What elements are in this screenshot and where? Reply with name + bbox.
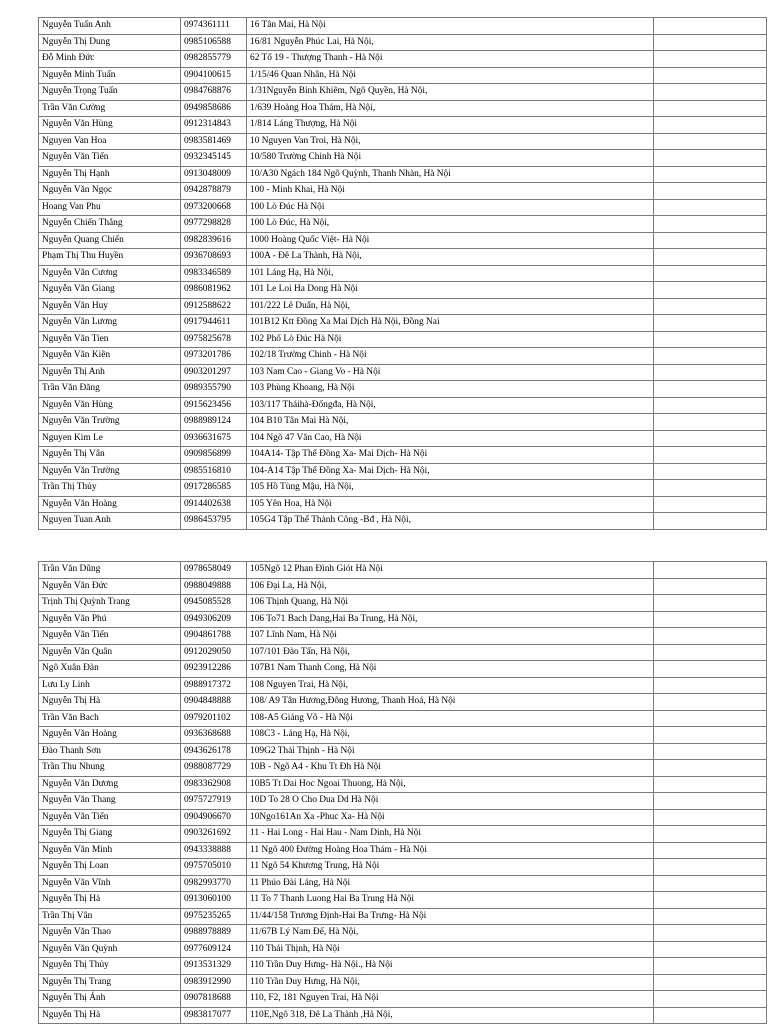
empty-cell bbox=[654, 117, 767, 134]
address-cell: 10 Nguyen Van Troi, Hà Nội, bbox=[247, 133, 654, 150]
phone-cell: 0912314843 bbox=[181, 117, 247, 134]
name-cell: Trần Thu Nhung bbox=[39, 760, 181, 777]
table-row bbox=[39, 430, 767, 447]
address-cell: 109G2 Thái Thịnh - Hà Nội bbox=[247, 743, 654, 760]
name-cell: Nguyễn Văn Ngọc bbox=[39, 183, 181, 200]
empty-cell bbox=[654, 331, 767, 348]
address-cell: 110 Thái Thịnh, Hà Nội bbox=[247, 941, 654, 958]
name-cell: Nguyễn Tuấn Anh bbox=[39, 18, 181, 35]
empty-cell bbox=[654, 34, 767, 51]
phone-cell: 0949306209 bbox=[181, 611, 247, 628]
address-cell: 106 Đại La, Hà Nội, bbox=[247, 578, 654, 595]
phone-cell: 0977298828 bbox=[181, 216, 247, 233]
empty-cell bbox=[654, 644, 767, 661]
phone-cell: 0904906670 bbox=[181, 809, 247, 826]
phone-cell: 0975705010 bbox=[181, 859, 247, 876]
table-row bbox=[39, 199, 767, 216]
table-row bbox=[39, 661, 767, 678]
contact-table-2-body bbox=[39, 562, 767, 1024]
empty-cell bbox=[654, 496, 767, 513]
table-row bbox=[39, 463, 767, 480]
name-cell: Ngô Xuân Đàn bbox=[39, 661, 181, 678]
empty-cell bbox=[654, 1007, 767, 1024]
table-row bbox=[39, 1007, 767, 1024]
name-cell: Trần Văn Dũng bbox=[39, 562, 181, 579]
phone-cell: 0974361111 bbox=[181, 18, 247, 35]
name-cell: Nguyễn Thị Ánh bbox=[39, 991, 181, 1008]
empty-cell bbox=[654, 447, 767, 464]
table-row bbox=[39, 578, 767, 595]
phone-cell: 0936631675 bbox=[181, 430, 247, 447]
name-cell: Nguyễn Thị Vân bbox=[39, 447, 181, 464]
table-row bbox=[39, 875, 767, 892]
empty-cell bbox=[654, 892, 767, 909]
empty-cell bbox=[654, 859, 767, 876]
empty-cell bbox=[654, 364, 767, 381]
phone-cell: 0975727919 bbox=[181, 793, 247, 810]
phone-cell: 0942878879 bbox=[181, 183, 247, 200]
empty-cell bbox=[654, 282, 767, 299]
address-cell: 1/15/46 Quan Nhân, Hà Nội bbox=[247, 67, 654, 84]
phone-cell: 0988049888 bbox=[181, 578, 247, 595]
empty-cell bbox=[654, 743, 767, 760]
phone-cell: 0912588622 bbox=[181, 298, 247, 315]
address-cell: 1000 Hoàng Quốc Việt- Hà Nội bbox=[247, 232, 654, 249]
phone-cell: 0936708693 bbox=[181, 249, 247, 266]
table-row bbox=[39, 925, 767, 942]
name-cell: Nguyễn Văn Hùng bbox=[39, 117, 181, 134]
phone-cell: 0983362908 bbox=[181, 776, 247, 793]
address-cell: 108C3 - Láng Hạ, Hà Nội, bbox=[247, 727, 654, 744]
table-row bbox=[39, 133, 767, 150]
name-cell: Nguyễn Thị Anh bbox=[39, 364, 181, 381]
address-cell: 11 Ngõ 54 Khương Trung, Hà Nội bbox=[247, 859, 654, 876]
phone-cell: 0945085528 bbox=[181, 595, 247, 612]
table-row bbox=[39, 84, 767, 101]
name-cell: Nguyễn Văn Thao bbox=[39, 925, 181, 942]
empty-cell bbox=[654, 414, 767, 431]
name-cell: Nguyễn Văn Huy bbox=[39, 298, 181, 315]
address-cell: 104 B10 Tân Mai Hà Nội, bbox=[247, 414, 654, 431]
table-row bbox=[39, 513, 767, 530]
name-cell: Nguyễn Văn Trường bbox=[39, 414, 181, 431]
table-row bbox=[39, 941, 767, 958]
address-cell: 101B12 Ktt Đồng Xa Mai Dịch Hà Nội, Đồng Nai bbox=[247, 315, 654, 332]
phone-cell: 0977609124 bbox=[181, 941, 247, 958]
address-cell: 10D To 28 O Cho Dua Dd Hà Nội bbox=[247, 793, 654, 810]
name-cell: Nguyễn Văn Giang bbox=[39, 282, 181, 299]
name-cell: Nguyễn Trọng Tuấn bbox=[39, 84, 181, 101]
address-cell: 1/814 Láng Thượng, Hà Nội bbox=[247, 117, 654, 134]
table-row bbox=[39, 859, 767, 876]
address-cell: 101 Le Loi Ha Dong Hà Nội bbox=[247, 282, 654, 299]
phone-cell: 0915623456 bbox=[181, 397, 247, 414]
name-cell: Trần Văn Đăng bbox=[39, 381, 181, 398]
empty-cell bbox=[654, 315, 767, 332]
phone-cell: 0913060100 bbox=[181, 892, 247, 909]
empty-cell bbox=[654, 381, 767, 398]
name-cell: Nguyễn Thị Dung bbox=[39, 34, 181, 51]
phone-cell: 0982839616 bbox=[181, 232, 247, 249]
table-row bbox=[39, 166, 767, 183]
name-cell: Nguyễn Văn Quỳnh bbox=[39, 941, 181, 958]
table-row bbox=[39, 183, 767, 200]
name-cell: Nguyễn Thị Hà bbox=[39, 1007, 181, 1024]
empty-cell bbox=[654, 183, 767, 200]
phone-cell: 0978658049 bbox=[181, 562, 247, 579]
empty-cell bbox=[654, 166, 767, 183]
name-cell: Nguyễn Văn Tiến bbox=[39, 628, 181, 645]
empty-cell bbox=[654, 348, 767, 365]
name-cell: Nguyễn Văn Lương bbox=[39, 315, 181, 332]
address-cell: 106 To71 Bach Dang,Hai Ba Trung, Hà Nội, bbox=[247, 611, 654, 628]
empty-cell bbox=[654, 397, 767, 414]
empty-cell bbox=[654, 611, 767, 628]
phone-cell: 0986081962 bbox=[181, 282, 247, 299]
address-cell: 104-A14 Tập Thể Đồng Xa- Mai Dịch- Hà Nội, bbox=[247, 463, 654, 480]
name-cell: Nguyễn Văn Trường bbox=[39, 463, 181, 480]
address-cell: 103 Phùng Khoang, Hà Nội bbox=[247, 381, 654, 398]
empty-cell bbox=[654, 133, 767, 150]
name-cell: Nguyen Tuan Anh bbox=[39, 513, 181, 530]
empty-cell bbox=[654, 513, 767, 530]
name-cell: Nguyễn Văn Tien bbox=[39, 331, 181, 348]
name-cell: Nguyễn Thị Thủy bbox=[39, 958, 181, 975]
table-row bbox=[39, 331, 767, 348]
address-cell: 10/580 Trường Chinh Hà Nội bbox=[247, 150, 654, 167]
empty-cell bbox=[654, 925, 767, 942]
name-cell: Nguyễn Thị Trang bbox=[39, 974, 181, 991]
address-cell: 16 Tân Mai, Hà Nội bbox=[247, 18, 654, 35]
name-cell: Nguyễn Văn Quân bbox=[39, 644, 181, 661]
name-cell: Nguyen Van Hoa bbox=[39, 133, 181, 150]
address-cell: 11 Ngõ 400 Đường Hoàng Hoa Thám - Hà Nội bbox=[247, 842, 654, 859]
phone-cell: 0909856899 bbox=[181, 447, 247, 464]
name-cell: Trịnh Thị Quỳnh Trang bbox=[39, 595, 181, 612]
table-row bbox=[39, 991, 767, 1008]
address-cell: 100 Lò Đúc, Hà Nội, bbox=[247, 216, 654, 233]
empty-cell bbox=[654, 710, 767, 727]
name-cell: Nguyễn Minh Tuấn bbox=[39, 67, 181, 84]
table-row bbox=[39, 908, 767, 925]
name-cell: Nguyễn Thị Hà bbox=[39, 694, 181, 711]
table-row bbox=[39, 397, 767, 414]
table-row bbox=[39, 249, 767, 266]
address-cell: 110 Trần Duy Hưng, Hà Nội, bbox=[247, 974, 654, 991]
table-row bbox=[39, 381, 767, 398]
address-cell: 104 Ngõ 47 Văn Cao, Hà Nội bbox=[247, 430, 654, 447]
empty-cell bbox=[654, 265, 767, 282]
name-cell: Nguyễn Văn Vĩnh bbox=[39, 875, 181, 892]
table-row bbox=[39, 150, 767, 167]
address-cell: 100 - Minh Khai, Hà Nội bbox=[247, 183, 654, 200]
table-row bbox=[39, 18, 767, 35]
phone-cell: 0913048009 bbox=[181, 166, 247, 183]
address-cell: 108-A5 Giảng Võ - Hà Nội bbox=[247, 710, 654, 727]
name-cell: Nguyễn Quang Chiến bbox=[39, 232, 181, 249]
empty-cell bbox=[654, 941, 767, 958]
name-cell: Nguyễn Văn Tiến bbox=[39, 150, 181, 167]
phone-cell: 0975825678 bbox=[181, 331, 247, 348]
empty-cell bbox=[654, 809, 767, 826]
empty-cell bbox=[654, 18, 767, 35]
empty-cell bbox=[654, 67, 767, 84]
empty-cell bbox=[654, 463, 767, 480]
empty-cell bbox=[654, 100, 767, 117]
phone-cell: 0904848888 bbox=[181, 694, 247, 711]
empty-cell bbox=[654, 826, 767, 843]
name-cell: Nguyễn Văn Cương bbox=[39, 265, 181, 282]
table-row bbox=[39, 793, 767, 810]
phone-cell: 0983581469 bbox=[181, 133, 247, 150]
empty-cell bbox=[654, 776, 767, 793]
table-row bbox=[39, 677, 767, 694]
empty-cell bbox=[654, 793, 767, 810]
table-row bbox=[39, 760, 767, 777]
address-cell: 105Ngõ 12 Phan Đình Giót Hà Nội bbox=[247, 562, 654, 579]
table-row bbox=[39, 67, 767, 84]
table-row bbox=[39, 562, 767, 579]
name-cell: Nguyễn Thị Loan bbox=[39, 859, 181, 876]
table-row bbox=[39, 496, 767, 513]
name-cell: Đào Thanh Sơn bbox=[39, 743, 181, 760]
empty-cell bbox=[654, 249, 767, 266]
empty-cell bbox=[654, 908, 767, 925]
phone-cell: 0989355790 bbox=[181, 381, 247, 398]
empty-cell bbox=[654, 216, 767, 233]
phone-cell: 0983346589 bbox=[181, 265, 247, 282]
name-cell: Trần Văn Cường bbox=[39, 100, 181, 117]
name-cell: Trần Văn Bach bbox=[39, 710, 181, 727]
phone-cell: 0988917372 bbox=[181, 677, 247, 694]
phone-cell: 0985106588 bbox=[181, 34, 247, 51]
address-cell: 103/117 Tháihà-Đốngđa, Hà Nội, bbox=[247, 397, 654, 414]
name-cell: Trần Thị Thủy bbox=[39, 480, 181, 497]
phone-cell: 0975235265 bbox=[181, 908, 247, 925]
table-row bbox=[39, 826, 767, 843]
phone-cell: 0949858686 bbox=[181, 100, 247, 117]
table-row bbox=[39, 117, 767, 134]
phone-cell: 0936368688 bbox=[181, 727, 247, 744]
empty-cell bbox=[654, 958, 767, 975]
phone-cell: 0903261692 bbox=[181, 826, 247, 843]
phone-cell: 0982855779 bbox=[181, 51, 247, 68]
address-cell: 11 Phúo Đài Láng, Hà Nội bbox=[247, 875, 654, 892]
name-cell: Nguyễn Văn Dương bbox=[39, 776, 181, 793]
name-cell: Nguyễn Văn Minh bbox=[39, 842, 181, 859]
table-row bbox=[39, 727, 767, 744]
phone-cell: 0983912990 bbox=[181, 974, 247, 991]
name-cell: Trần Thị Vân bbox=[39, 908, 181, 925]
empty-cell bbox=[654, 232, 767, 249]
name-cell: Đỗ Minh Đức bbox=[39, 51, 181, 68]
table-row bbox=[39, 743, 767, 760]
table-row bbox=[39, 480, 767, 497]
phone-cell: 0917944611 bbox=[181, 315, 247, 332]
contact-table-1-body bbox=[39, 18, 767, 530]
empty-cell bbox=[654, 199, 767, 216]
phone-cell: 0982993770 bbox=[181, 875, 247, 892]
phone-cell: 0907818688 bbox=[181, 991, 247, 1008]
address-cell: 100A - Đê La Thành, Hà Nội, bbox=[247, 249, 654, 266]
table-row bbox=[39, 974, 767, 991]
empty-cell bbox=[654, 628, 767, 645]
contact-table-2 bbox=[38, 561, 767, 1024]
table-row bbox=[39, 232, 767, 249]
table-row bbox=[39, 51, 767, 68]
empty-cell bbox=[654, 562, 767, 579]
empty-cell bbox=[654, 842, 767, 859]
address-cell: 107/101 Đào Tấn, Hà Nội, bbox=[247, 644, 654, 661]
phone-cell: 0943338888 bbox=[181, 842, 247, 859]
address-cell: 1/639 Hoàng Hoa Thám, Hà Nội, bbox=[247, 100, 654, 117]
empty-cell bbox=[654, 298, 767, 315]
address-cell: 11/44/158 Trương Định-Hai Ba Trưng- Hà Nội bbox=[247, 908, 654, 925]
phone-cell: 0904861788 bbox=[181, 628, 247, 645]
contact-table-1 bbox=[38, 17, 767, 530]
table-row bbox=[39, 776, 767, 793]
name-cell: Phạm Thị Thu Huyền bbox=[39, 249, 181, 266]
table-row bbox=[39, 842, 767, 859]
table-row bbox=[39, 282, 767, 299]
phone-cell: 0903201297 bbox=[181, 364, 247, 381]
phone-cell: 0973200668 bbox=[181, 199, 247, 216]
table-row bbox=[39, 892, 767, 909]
address-cell: 108 Nguyen Trai, Hà Nội, bbox=[247, 677, 654, 694]
table-row bbox=[39, 216, 767, 233]
phone-cell: 0914402638 bbox=[181, 496, 247, 513]
table-row bbox=[39, 298, 767, 315]
address-cell: 101/222 Lê Duẩn, Hà Nội, bbox=[247, 298, 654, 315]
address-cell: 110E,Ngõ 318, Đê La Thành ,Hà Nội, bbox=[247, 1007, 654, 1024]
empty-cell bbox=[654, 677, 767, 694]
table-row bbox=[39, 809, 767, 826]
empty-cell bbox=[654, 875, 767, 892]
phone-cell: 0979201102 bbox=[181, 710, 247, 727]
name-cell: Nguyễn Chiến Thắng bbox=[39, 216, 181, 233]
address-cell: 10B - Ngõ A4 - Khu Tt Đh Hà Nội bbox=[247, 760, 654, 777]
phone-cell: 0917286585 bbox=[181, 480, 247, 497]
phone-cell: 0983817077 bbox=[181, 1007, 247, 1024]
address-cell: 10/A30 Ngách 184 Ngõ Quỳnh, Thanh Nhàn, Hà Nội bbox=[247, 166, 654, 183]
phone-cell: 0904100615 bbox=[181, 67, 247, 84]
address-cell: 16/81 Nguyễn Phúc Lai, Hà Nội, bbox=[247, 34, 654, 51]
address-cell: 101 Láng Hạ, Hà Nội, bbox=[247, 265, 654, 282]
name-cell: Hoang Van Phu bbox=[39, 199, 181, 216]
table-row bbox=[39, 414, 767, 431]
phone-cell: 0912029050 bbox=[181, 644, 247, 661]
phone-cell: 0988978889 bbox=[181, 925, 247, 942]
address-cell: 62 Tổ 19 - Thượng Thanh - Hà Nội bbox=[247, 51, 654, 68]
name-cell: Nguyễn Văn Thang bbox=[39, 793, 181, 810]
name-cell: Nguyễn Văn Tiến bbox=[39, 809, 181, 826]
empty-cell bbox=[654, 578, 767, 595]
address-cell: 102 Phố Lò Đúc Hà Nội bbox=[247, 331, 654, 348]
table-row bbox=[39, 694, 767, 711]
empty-cell bbox=[654, 694, 767, 711]
phone-cell: 0943626178 bbox=[181, 743, 247, 760]
name-cell: Nguyễn Văn Đức bbox=[39, 578, 181, 595]
address-cell: 107 Lĩnh Nam, Hà Nội bbox=[247, 628, 654, 645]
address-cell: 100 Lò Đúc Hà Nội bbox=[247, 199, 654, 216]
phone-cell: 0986453795 bbox=[181, 513, 247, 530]
empty-cell bbox=[654, 760, 767, 777]
table-row bbox=[39, 958, 767, 975]
empty-cell bbox=[654, 991, 767, 1008]
name-cell: Nguyễn Văn Hoàng bbox=[39, 727, 181, 744]
phone-cell: 0988989124 bbox=[181, 414, 247, 431]
phone-cell: 0973201786 bbox=[181, 348, 247, 365]
name-cell: Nguyễn Văn Hùng bbox=[39, 397, 181, 414]
table-row bbox=[39, 644, 767, 661]
address-cell: 104A14- Tập Thể Đồng Xa- Mai Dịch- Hà Nội bbox=[247, 447, 654, 464]
empty-cell bbox=[654, 84, 767, 101]
empty-cell bbox=[654, 51, 767, 68]
table-row bbox=[39, 265, 767, 282]
name-cell: Nguyễn Thị Giang bbox=[39, 826, 181, 843]
phone-cell: 0984768876 bbox=[181, 84, 247, 101]
address-cell: 102/18 Trường Chinh - Hà Nội bbox=[247, 348, 654, 365]
address-cell: 110, F2, 181 Nguyen Trai, Hà Nội bbox=[247, 991, 654, 1008]
address-cell: 106 Thịnh Quang, Hà Nội bbox=[247, 595, 654, 612]
empty-cell bbox=[654, 150, 767, 167]
table-row bbox=[39, 710, 767, 727]
table-row bbox=[39, 611, 767, 628]
empty-cell bbox=[654, 430, 767, 447]
address-cell: 11 To 7 Thanh Luong Hai Ba Trung Hà Nội bbox=[247, 892, 654, 909]
empty-cell bbox=[654, 480, 767, 497]
phone-cell: 0923912286 bbox=[181, 661, 247, 678]
address-cell: 105 Yên Hoa, Hà Nội bbox=[247, 496, 654, 513]
table-row bbox=[39, 100, 767, 117]
address-cell: 11 - Hai Long - Hai Hau - Nam Dinh, Hà Nội bbox=[247, 826, 654, 843]
phone-cell: 0913531329 bbox=[181, 958, 247, 975]
phone-cell: 0932345145 bbox=[181, 150, 247, 167]
phone-cell: 0985516810 bbox=[181, 463, 247, 480]
name-cell: Nguyen Kim Le bbox=[39, 430, 181, 447]
name-cell: Nguyễn Thị Hà bbox=[39, 892, 181, 909]
table-row bbox=[39, 34, 767, 51]
empty-cell bbox=[654, 727, 767, 744]
name-cell: Nguyễn Văn Phú bbox=[39, 611, 181, 628]
table-row bbox=[39, 628, 767, 645]
table-row bbox=[39, 595, 767, 612]
table-row bbox=[39, 364, 767, 381]
name-cell: Nguyễn Thị Hạnh bbox=[39, 166, 181, 183]
empty-cell bbox=[654, 974, 767, 991]
address-cell: 10B5 Tt Dai Hoc Ngoai Thuong, Hà Nội, bbox=[247, 776, 654, 793]
name-cell: Nguyễn Văn Kiên bbox=[39, 348, 181, 365]
table-row bbox=[39, 348, 767, 365]
address-cell: 108/ A9 Tân Hương,Đông Hương, Thanh Hoá, Hà Nội bbox=[247, 694, 654, 711]
address-cell: 10Ngo161An Xa -Phuc Xa- Hà Nội bbox=[247, 809, 654, 826]
table-row bbox=[39, 315, 767, 332]
address-cell: 107B1 Nam Thanh Cong, Hà Nội bbox=[247, 661, 654, 678]
address-cell: 110 Trần Duy Hưng- Hà Nội., Hà Nội bbox=[247, 958, 654, 975]
empty-cell bbox=[654, 595, 767, 612]
table-row bbox=[39, 447, 767, 464]
address-cell: 1/31Nguyễn Bỉnh Khiêm, Ngô Quyền, Hà Nội, bbox=[247, 84, 654, 101]
address-cell: 105 Hồ Tùng Mậu, Hà Nội, bbox=[247, 480, 654, 497]
name-cell: Nguyễn Văn Hoàng bbox=[39, 496, 181, 513]
address-cell: 103 Nam Cao - Giang Vo - Hà Nội bbox=[247, 364, 654, 381]
address-cell: 11/67B Lý Nam Đế, Hà Nội, bbox=[247, 925, 654, 942]
phone-cell: 0988087729 bbox=[181, 760, 247, 777]
address-cell: 105G4 Tập Thể Thành Công -Bđ , Hà Nội, bbox=[247, 513, 654, 530]
name-cell: Lưu Ly Linh bbox=[39, 677, 181, 694]
empty-cell bbox=[654, 661, 767, 678]
